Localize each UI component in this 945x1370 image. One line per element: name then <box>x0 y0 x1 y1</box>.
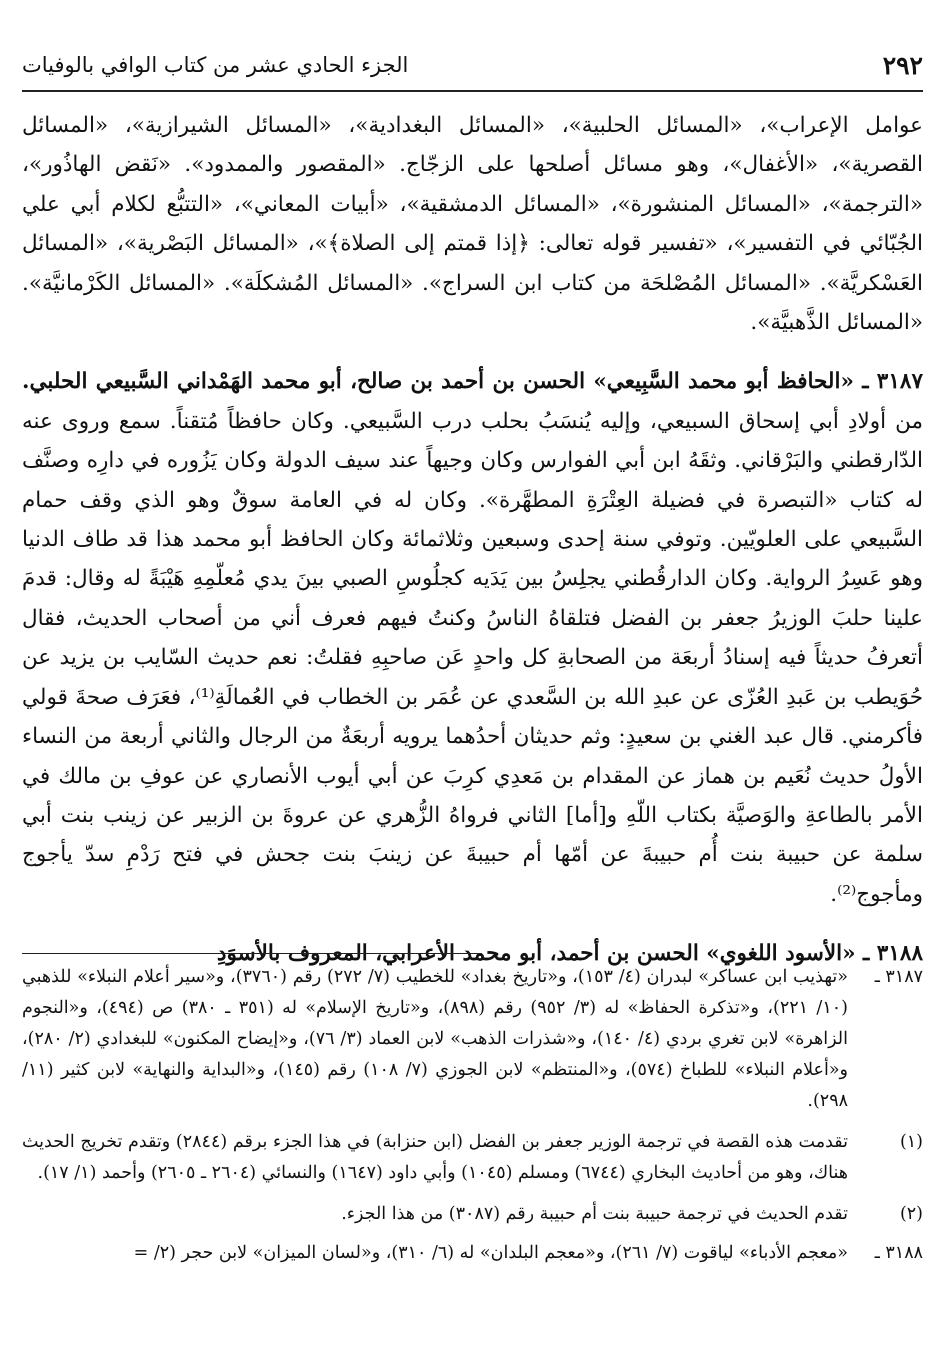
footnote-text: تقدمت هذه القصة في ترجمة الوزير جعفر بن الفضل (ابن حنزابة) في هذا الجزء برقم (٢٨٤٤) وتقدم تخريج الحديث هناك، وهو من أحاديث البخاري (٦٧٤٤) ومسلم (١٠٤٥) وأبي داود (١٦٤٧) والنسائي (٢٦٠٤ ـ ٢٦٠٥) وأحمد (١/ ١٧). <box>22 1132 848 1183</box>
footnote-number: (١) <box>899 1132 923 1152</box>
footnote-3188 <box>22 1238 923 1269</box>
footnote-1 <box>22 1127 923 1189</box>
footnote-divider <box>22 953 482 954</box>
footnote-text: «تهذيب ابن عساكر» لبدران (٤/ ١٥٣)، و«تاريخ بغداد» للخطيب (٧/ ٢٧٢) رقم (٣٧٦٠)، و«سير أعلام النبلاء» للذهبي (١٠/ ٢٢١)، و«تذكرة الحفاظ» له (٣/ ٩٥٢) رقم (٨٩٨)، و«تاريخ الإسلام» له (٣٥١ ـ ٣٨٠) ص (٤٩٤)، و«النجوم الزاهرة» لابن تغري بردي (٤/ ١٤٠)، و«شذرات الذهب» لابن العماد (٣/ ٧٦)، و«إيضاح المكنون» للبغدادي (٢/ ٢٨٠)، و«أعلام النبلاء» للطباخ (٥٧٤)، و«المنتظم» لابن الجوزي (٧/ ١٠٨) رقم (١٤٥)، و«البداية والنهاية» لابن كثير (١١/ ٢٩٨). <box>22 967 849 1111</box>
footnote-number: ٣١٨٧ ـ <box>874 967 923 987</box>
footnote-text: تقدم الحديث في ترجمة حبيبة بنت أم حبيبة رقم (٣٠٨٧) من هذا الجزء. <box>341 1204 848 1224</box>
paragraph-works-list: عوامل الإعراب»، «المسائل الحلبية»، «المسائل البغدادية»، «المسائل الشيرازية»، «المسائل القصرية»، «الأغفال»، وهو مسائل أصلحها على الزجّاج. «المقصور والممدود». «نَقض الهاذُور»، «الترجمة»، «المسائل المنشورة»، «المسائل الدمشقية»، «أبيات المعاني»، «التتبُّع لكلام أبي علي الجُبّائي في التفسير»، «تفسير قوله تعالى: ﴿إذا قمتم إلى الصلاة﴾»، «المسائل البَصْرية»، «المسائل العَسْكريَّة». «المسائل المُصْلحَة من كتاب ابن السراج». «المسائل المُشكلَة». «المسائل الكَرْمانيَّة». «المسائل الذَّهبيَّة». <box>22 113 923 336</box>
footnote-text: «معجم الأدباء» لياقوت (٧/ ٢٦١)، و«معجم البلدان» له (٦/ ٣١٠)، و«لسان الميزان» لابن حجر (٢/ = <box>133 1243 848 1263</box>
entry-3187-text: من أولادِ أبي إسحاق السبيعي، وإليه يُنسَبُ بحلب درب السَّبيعي. وكان حافظاً مُتقناً. سمع وروى عنه الدّارقطني والبَرْقاني. وثقَهُ ابن أبي الفوارس وكان وجيهاً عند سيف الدولة وكان يَزُوره في دارِه وصنَّف له كتاب «التبصرة في فضيلة العِتْرَةِ المطهَّرة». وكان له في العامة سوقٌ وهو الذي وقف حمام السَّبيعي على العلويّين. وتوفي سنة إحدى وسبعين وثلاثمائة وكان الحافظ أبو محمد هذا قد طاف الدنيا وهو عَسِرُ الرواية. وكان الدارقُطني يجلِسُ بين يَدَيه كجلُوسِ الصبي بينَ يدي مُعلّمِهِ هَيْبَةً له وقال: قدمَ علينا حلبَ الوزيرُ جعفر بن الفضل فتلقاهُ الناسُ وكنتُ فيهم فعرف أني من أصحاب الحديث، فقال أتعرفُ حديثاً فيه إسنادُ أربعَة من الصحابةِ كل واحدٍ عَن صاحبِهِ فقلتُ: نعم حديث السّايب بن يزيد عن حُوَيطب بن عَبدِ العُزّى عن عبدِ الله بن السَّعدي عن عُمَر بن الخطاب في العُمالَةِ⁽¹⁾، فعَرَف صحةَ قولي فأكرمني. قال عبد الغني بن سعيدٍ: وثم حديثان أحدُهما يرويه أربعَةٌ من الرجال والثاني أربعة من النساء الأولُ حديث نُعَيم بن هماز عن المقدام بن مَعدِي كرِبَ عن أبي أيوب الأنصاري عن عوفِ بن مالك في الأمر بالطاعةِ والوَصيَّة بكتاب اللّهِ و[أما] الثاني فرواهُ الزُّهري عن عروةَ بن الزبير عن زينب بنت أبي سلمة عن حبيبة بنت أُم حبيبةَ عن أمّها أم حبيبةَ عن زينبَ بنت جحش في فتح رَدْمِ سدّ يأجوج ومأجوج⁽²⁾. <box>22 408 923 907</box>
page-header <box>22 40 923 92</box>
footnote-number: (٢) <box>899 1204 923 1224</box>
entry-3187 <box>22 362 923 914</box>
footnote-2 <box>22 1199 923 1230</box>
entry-3188-heading: ٣١٨٨ ـ «الأسود اللغوي» الحسن بن أحمد، أبو محمد الأعرابي، المعروف بالأسوَدِ <box>216 941 923 967</box>
entry-3187-heading: ٣١٨٧ ـ «الحافظ أبو محمد السَّبِيعي» الحسن بن أحمد بن صالح، أبو محمد الهَمْداني السَّبيعي الحلبي. <box>22 369 923 395</box>
footnotes <box>22 962 923 1277</box>
page-number: ٢٩٢ <box>882 50 923 80</box>
main-text <box>22 106 923 974</box>
running-title: الجزء الحادي عشر من كتاب الوافي بالوفيات <box>22 53 409 77</box>
footnote-number: ٣١٨٨ ـ <box>874 1243 923 1263</box>
footnote-3187 <box>22 962 923 1117</box>
